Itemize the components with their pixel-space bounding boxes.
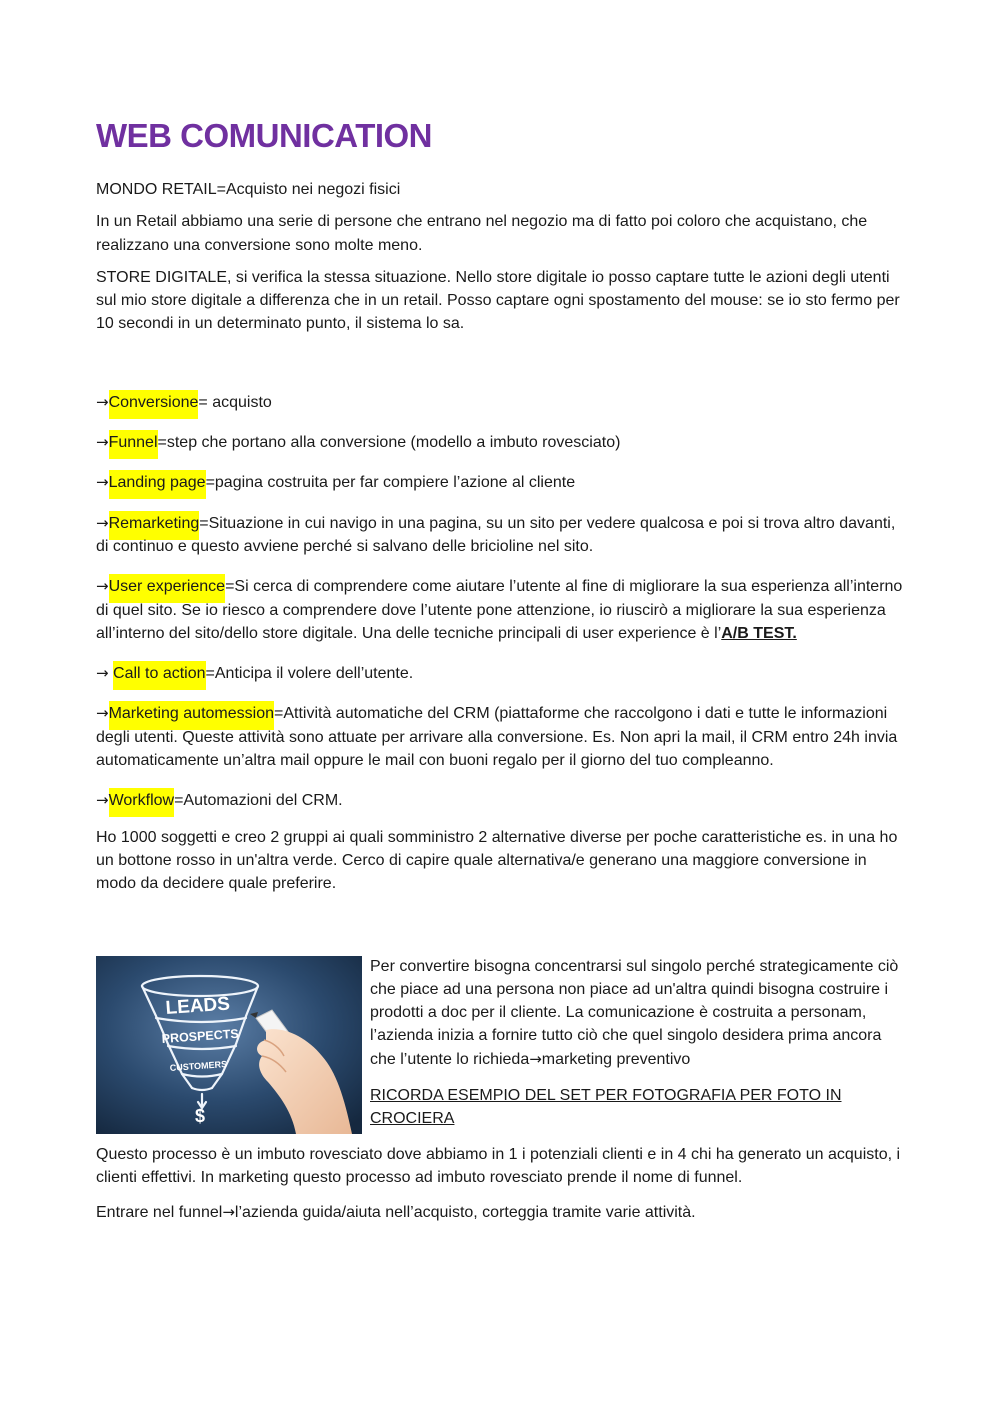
term-highlight: Remarketing — [109, 511, 200, 540]
term-remarketing — [96, 512, 904, 559]
term-highlight: Conversione — [109, 390, 199, 419]
term-user-experience — [96, 575, 904, 645]
funnel-paragraph-entrare — [96, 1201, 904, 1224]
intro-paragraph-digital-store: STORE DIGITALE, si verifica la stessa situazione. Nello store digitale io posso captare tutte le azioni degli utenti sul mio store digitale a differenza che in un retail. Posso captare ogni spostamento del mouse: se io sto fermo per 10 secondi in un determinato punto, il sistema lo sa. — [96, 268, 900, 333]
term-landing-page — [96, 471, 904, 494]
term-highlight: Landing page — [109, 470, 206, 499]
arrow-icon: → — [96, 791, 109, 810]
term-call-to-action — [96, 662, 904, 685]
term-marketing-automession — [96, 702, 904, 772]
document-title: WEB COMUNICATION — [96, 117, 433, 154]
arrow-icon: → — [96, 392, 109, 411]
spacer — [96, 345, 904, 391]
term-definition: =Automazioni del CRM. — [174, 792, 343, 810]
intro-paragraph-conversion: In un Retail abbiamo una serie di persone che entrano nel negozio ma di fatto poi coloro che acquistano, che realizzano una conversione sono molte meno. — [96, 213, 868, 254]
term-highlight: Funnel — [109, 430, 158, 459]
funnel-label-leads: LEADS — [164, 993, 231, 1019]
azienda-guida-text: l’azienda guida/aiuta nell’acquisto, corteggia tramite varie attività. — [234, 1204, 696, 1222]
arrow-icon: → — [529, 1049, 542, 1068]
term-conversione — [96, 391, 904, 414]
funnel-label-customers: CUSTOMERS — [169, 1058, 228, 1073]
funnel-label-prospects: PROSPECTS — [161, 1026, 240, 1046]
term-funnel — [96, 431, 904, 454]
term-definition: = acquisto — [198, 393, 272, 411]
term-highlight: Call to action — [113, 661, 206, 690]
entrare-text: Entrare nel funnel — [96, 1204, 223, 1222]
term-highlight: Workflow — [109, 788, 175, 817]
abtest-paragraph: Ho 1000 soggetti e creo 2 gruppi ai quali somministro 2 alternative diverse per poche caratteristiche es. in una ho un bottone rosso in un'altra verde. Cerco di capire quale alternativa/e generano una maggiore conversione in modo da decidere quale preferire. — [96, 828, 898, 893]
document-page — [96, 112, 904, 1234]
arrow-icon: → — [222, 1203, 235, 1222]
term-definition: =Si cerca di comprendere come aiutare l’utente al fine di migliorare la sua esperienza all’interno di quel sito. Se io riesco a comprendere dove l’utente pone attenzione, io riuscirò a migliorare la sua esperienza all’interno del sito/dello store digitale. Una delle tecniche principali di user experience è l’ — [96, 578, 903, 642]
spacer — [96, 905, 904, 955]
term-workflow — [96, 789, 904, 812]
marketing-preventivo-text: marketing preventivo — [541, 1050, 691, 1068]
intro-paragraph-retail: MONDO RETAIL=Acquisto nei negozi fisici — [96, 181, 401, 198]
arrow-icon: → — [96, 704, 109, 723]
arrow-icon: → — [96, 664, 109, 683]
ricorda-note: RICORDA ESEMPIO DEL SET PER FOTOGRAFIA PER FOTO IN CROCIERA — [370, 1087, 842, 1128]
arrow-icon: → — [96, 473, 109, 492]
term-definition: =Anticipa il volere dell’utente. — [205, 665, 414, 683]
funnel-paragraph-processo: Questo processo è un imbuto rovesciato dove abbiamo in 1 i potenziali clienti e in 4 chi ha generato un acquisto, i clienti effettivi. In marketing questo processo ad imbuto rovesciato prende il nome di funnel. — [96, 1145, 901, 1186]
term-highlight: User experience — [109, 574, 226, 603]
funnel-image — [96, 956, 362, 1134]
ab-test-label: A/B TEST. — [721, 624, 797, 642]
arrow-icon: → — [96, 513, 109, 532]
term-definition: =pagina costruita per far compiere l’azione al cliente — [205, 474, 576, 492]
arrow-icon: → — [96, 433, 109, 452]
term-definition: =Situazione in cui navigo in una pagina, su un sito per vedere qualcosa e poi si trova altro davanti, di continuo e questo avviene perché si salvano delle bricioline nel sito. — [96, 514, 896, 555]
term-highlight: Marketing automession — [109, 701, 274, 730]
term-definition: =Attività automatiche del CRM (piattaforme che raccolgono i dati e tutte le informazioni degli utenti. Queste attività sono attuate per arrivare alla conversione. Es. Non apri la mail, il CRM entro 24h invia automaticamente un’altra mail oppure le mail con buoni regalo per il giorno del tuo compleanno. — [96, 705, 898, 770]
convertire-text: Per convertire bisogna concentrarsi sul singolo perché strategicamente ciò che piace ad una persona non piace ad un'altra quindi bisogna costruire i prodotti a doc per il cliente. La comunicazione è costruita a personam, l’azienda inizia a fornire tutto ciò che quel singolo desidera prima ancora che l’utente lo richieda — [370, 957, 899, 1068]
term-definition: =step che portano alla conversione (modello a imbuto rovesciato) — [157, 434, 621, 452]
arrow-icon: → — [96, 577, 109, 596]
funnel-label-dollar: $ — [195, 1105, 206, 1126]
